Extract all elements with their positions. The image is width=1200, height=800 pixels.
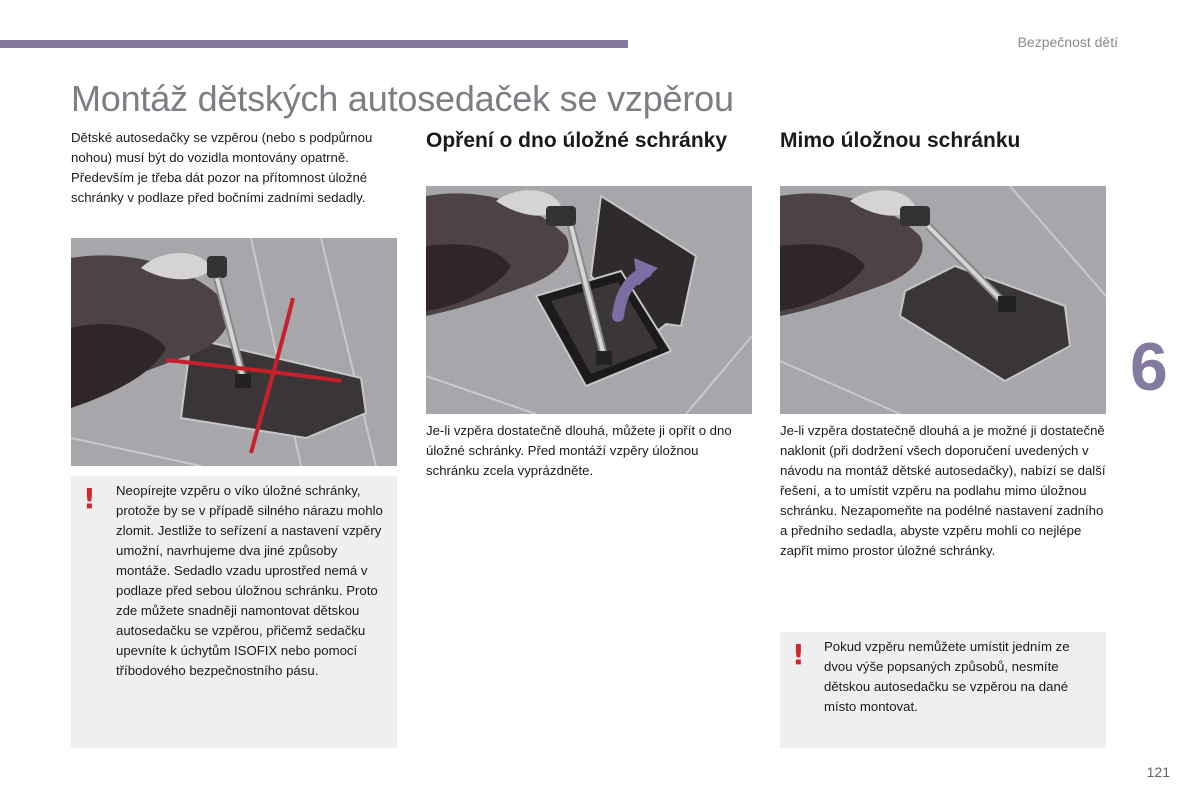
warning-text-left: Neopírejte vzpěru o víko úložné schránky, protože by se v případě silného nárazu mohlo zlomit. Jestliže to seřízení a nastavení vzpěry umožní, navrhujeme dva jiné způsoby montáže. Sedadlo vzadu uprostřed nemá v podlaze před sebou úložnou schránku. Proto zde můžete snadněji namontovat dětskou autosedačku se vzpěrou, přičemž sedačku upevníte k úchytům ISOFIX nebo pomocí tříbodového bezpečnostního pásu. xyxy=(116,483,383,678)
outside-compartment-illustration xyxy=(780,186,1106,414)
right-body-text: Je-li vzpěra dostatečně dlouhá a je možné ji dostatečně naklonit (při dodržení všech doporučení uvedených v návodu na montáž dětské autosedačky), nabízí se další řešení, a to umístit vzpěru na podlahu mimo úložnou schránku. Nezapomeňte na podélné nastavení zadního a předního sedadla, abyste vzpěru mohli co nejlépe zapřít mimo prostor úložné schránky. xyxy=(780,423,1106,558)
compartment-bottom-illustration xyxy=(426,186,752,414)
warning-icon: ! xyxy=(83,482,96,515)
warning-box-right xyxy=(780,632,1106,748)
warning-icon: ! xyxy=(792,638,805,671)
right-column xyxy=(780,128,1106,153)
right-heading: Mimo úložnou schránku xyxy=(780,129,1021,152)
intro-text: Dětské autosedačky se vzpěrou (nebo s podpůrnou nohou) musí být do vozidla montovány opatrně. Především je třeba dát pozor na přítomnost úložné schránky v podlaze před bočními zadními sedadly. xyxy=(71,130,373,205)
warning-box-left xyxy=(71,476,397,748)
wrong-mounting-illustration xyxy=(71,238,397,466)
chapter-number: 6 xyxy=(1130,329,1168,405)
intro-column xyxy=(71,128,397,208)
warning-text-right: Pokud vzpěru nemůžete umístit jedním ze dvou výše popsaných způsobů, nesmíte dětskou autosedačku se vzpěrou na dané místo montovat. xyxy=(824,639,1070,714)
top-accent-bar xyxy=(0,40,628,48)
middle-body-text: Je-li vzpěra dostatečně dlouhá, můžete ji opřít o dno úložné schránky. Před montáží vzpěry úložnou schránku zcela vyprázdněte. xyxy=(426,423,732,478)
page-number: 121 xyxy=(1146,764,1170,780)
page-title: Montáž dětských autosedaček se vzpěrou xyxy=(71,78,734,119)
middle-heading: Opření o dno úložné schránky xyxy=(426,129,728,152)
figure-wrong-mounting xyxy=(71,238,397,466)
figure-outside-compartment xyxy=(780,186,1106,414)
figure-compartment-bottom xyxy=(426,186,752,414)
middle-column xyxy=(426,128,752,153)
section-label: Bezpečnost dětí xyxy=(1017,34,1118,50)
